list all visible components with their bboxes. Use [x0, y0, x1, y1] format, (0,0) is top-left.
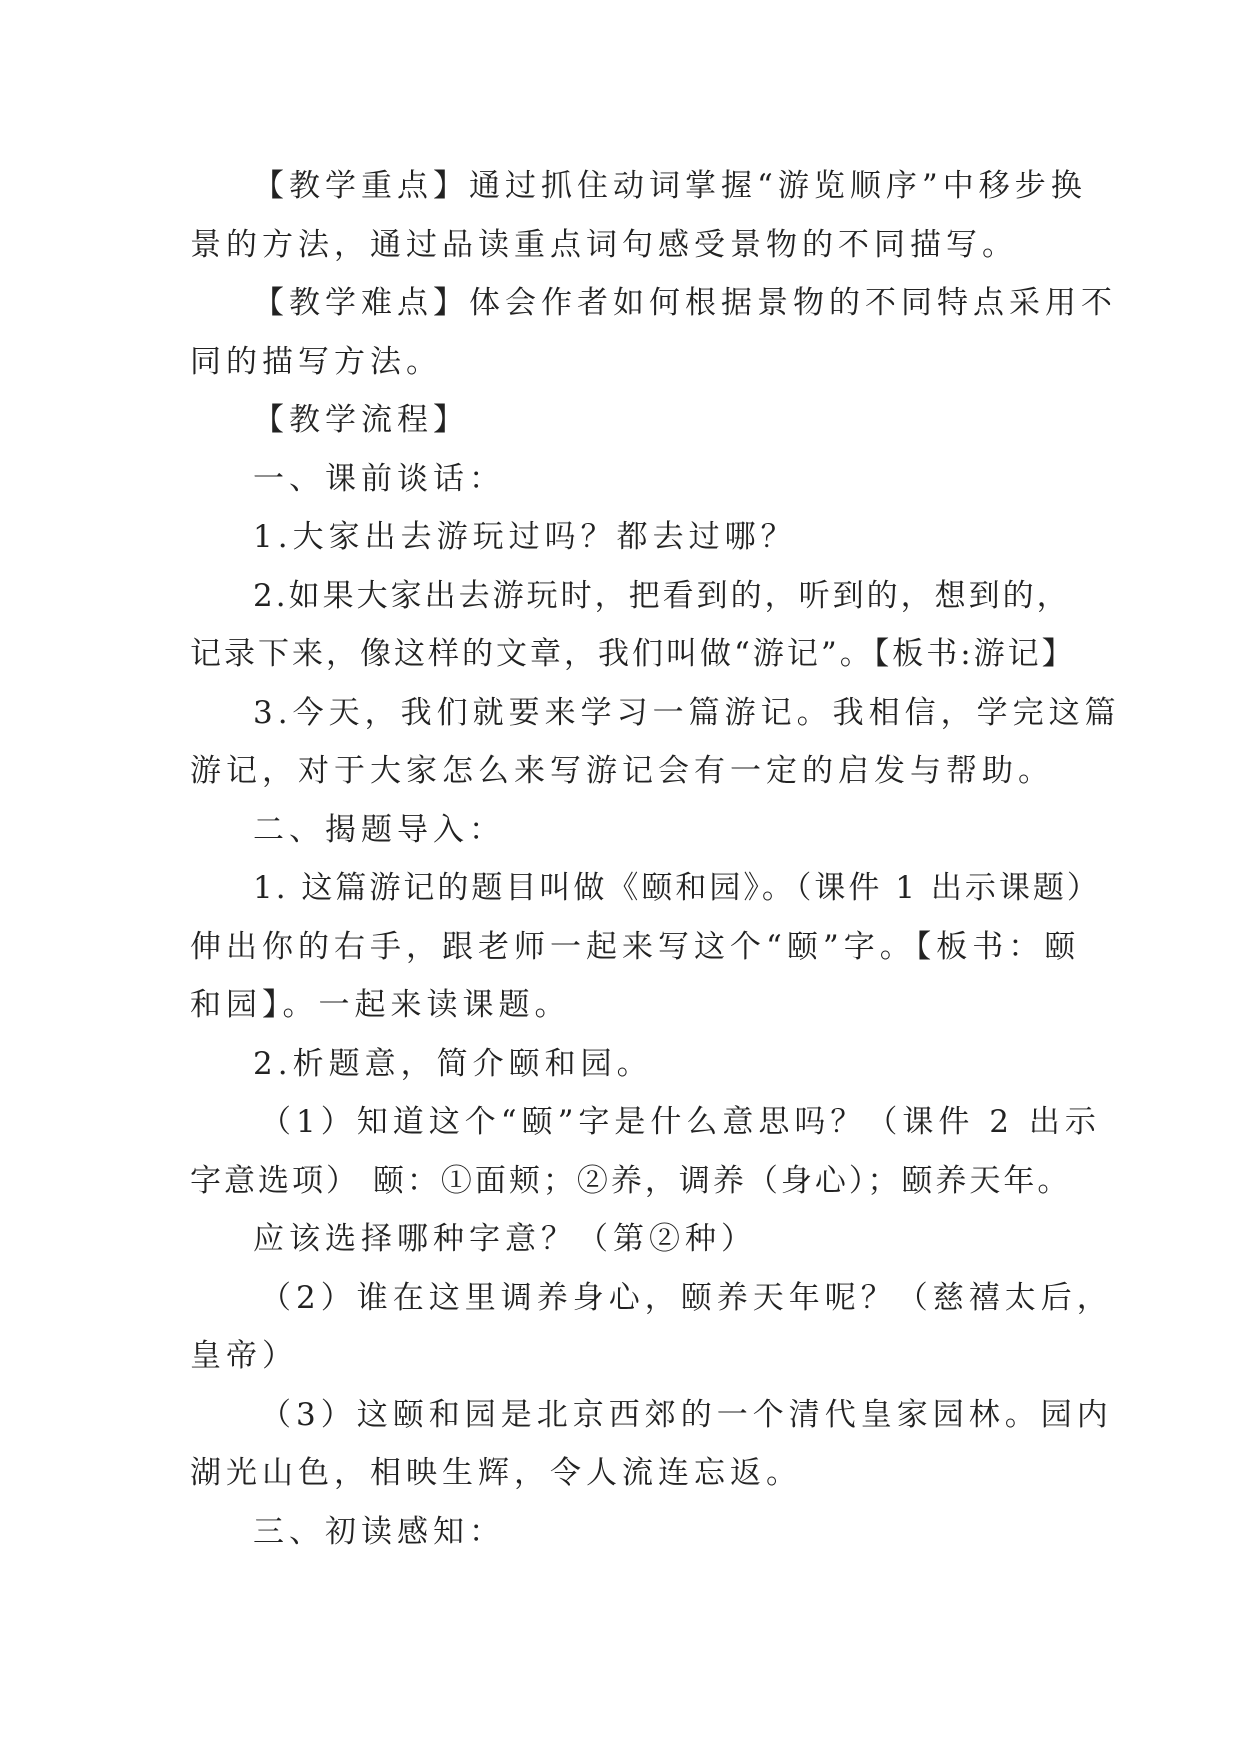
paragraph-line: 【教学重点】通过抓住动词掌握“游览顺序”中移步换 — [253, 168, 1087, 204]
paragraph-line: 游记，对于大家怎么来写游记会有一定的启发与帮助。 — [190, 753, 1054, 789]
section-heading: 三、初读感知： — [253, 1513, 505, 1550]
paragraph-line: 同的描写方法。 — [190, 343, 442, 380]
paragraph-line: （3）这颐和园是北京西郊的一个清代皇家园林。园内 — [260, 1396, 1113, 1433]
section-heading: 一、课前谈话： — [253, 460, 505, 497]
paragraph-line: 【教学难点】体会作者如何根据景物的不同特点采用不 — [253, 285, 1117, 321]
paragraph-line: （2）谁在这里调养身心，颐养天年呢？（慈禧太后， — [260, 1279, 1113, 1316]
paragraph-line: 2.析题意，简介颐和园。 — [253, 1045, 653, 1082]
paragraph-line: 3.今天，我们就要来学习一篇游记。我相信，学完这篇 — [253, 694, 1121, 731]
paragraph-line: 应该选择哪种字意？（第②种） — [253, 1221, 757, 1257]
paragraph-line: 字意选项） 颐：①面颊；②养，调养（身心）；颐养天年。 — [190, 1162, 1072, 1199]
section-heading: 二、揭题导入： — [253, 811, 505, 848]
document-body — [190, 157, 1121, 1561]
paragraph-line: 和园】。一起来读课题。 — [190, 987, 571, 1023]
section-heading: 【教学流程】 — [253, 402, 469, 438]
paragraph-line: （1）知道这个“颐”字是什么意思吗？（课件 2 出示 — [260, 1104, 1101, 1140]
paragraph-line: 伸出你的右手，跟老师一起来写这个“颐”字。【板书：颐 — [190, 928, 1081, 965]
paragraph-line: 1. 这篇游记的题目叫做《颐和园》。（课件 1 出示课题） — [253, 870, 1101, 906]
paragraph-line: 皇帝） — [190, 1338, 298, 1374]
paragraph-line: 2.如果大家出去游玩时，把看到的，听到的，想到的， — [253, 577, 1071, 614]
paragraph-line: 记录下来，像这样的文章，我们叫做“游记”。【板书:游记】 — [190, 636, 1076, 672]
paragraph-line: 景的方法，通过品读重点词句感受景物的不同描写。 — [190, 226, 1018, 263]
paragraph-line: 湖光山色，相映生辉，令人流连忘返。 — [190, 1455, 802, 1491]
paragraph-line: 1.大家出去游玩过吗？都去过哪？ — [253, 519, 797, 555]
